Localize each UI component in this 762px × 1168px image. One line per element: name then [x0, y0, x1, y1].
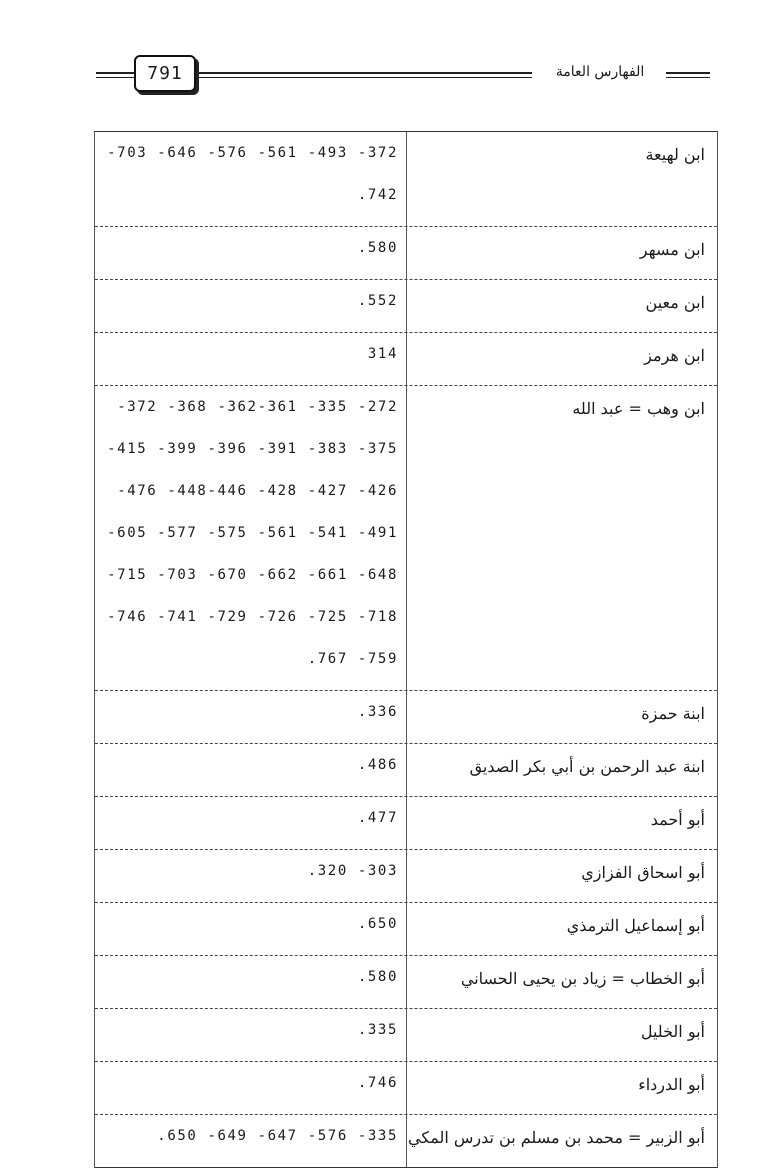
page-reference-line: 314 — [367, 346, 398, 362]
entry-name: ابن مسهر — [639, 240, 705, 259]
page-reference-line: .650 — [357, 916, 398, 932]
index-row — [95, 744, 717, 797]
page-references — [95, 1009, 407, 1061]
page-references — [95, 280, 407, 332]
page-reference-line: -715 -703 -670 -662 -661 -648 — [107, 567, 398, 583]
page-reference-line: .746 — [357, 1075, 398, 1091]
page-reference-line: -372 -368 -362-361 -335 -272 — [117, 399, 398, 415]
page-reference-line: -476 -448-446 -428 -427 -426 — [117, 483, 398, 499]
entry-name: ابن معين — [645, 293, 705, 312]
entry-name: ابن وهب = عبد الله — [572, 399, 705, 418]
page-reference-line: .650 -649 -647 -576 -335 — [157, 1128, 398, 1144]
page-reference-line: .580 — [357, 240, 398, 256]
page-references — [95, 227, 407, 279]
page-reference-line: .552 — [357, 293, 398, 309]
index-row — [95, 903, 717, 956]
index-row — [95, 1009, 717, 1062]
page-references — [95, 333, 407, 385]
page-reference-line: -703 -646 -576 -561 -493 -372 — [107, 145, 398, 161]
index-table — [94, 131, 718, 1168]
page-reference-line: -415 -399 -396 -391 -383 -375 — [107, 441, 398, 457]
index-row — [95, 1115, 717, 1168]
page-reference-line: .742 — [357, 187, 398, 203]
index-row — [95, 386, 717, 691]
page-reference-line: .580 — [357, 969, 398, 985]
page-references — [95, 1062, 407, 1114]
entry-name: أبو الزبير = محمد بن مسلم بن تدرس المكي — [408, 1128, 705, 1147]
page-references — [95, 691, 407, 743]
page-reference-line: .336 — [357, 704, 398, 720]
index-row — [95, 797, 717, 850]
entry-name: ابنة عبد الرحمن بن أبي بكر الصديق — [469, 757, 705, 776]
page-reference-line: .320 -303 — [307, 863, 398, 879]
index-row — [95, 333, 717, 386]
entry-name: أبو الدرداء — [638, 1075, 705, 1094]
index-row — [95, 227, 717, 280]
entry-name: ابن لهيعة — [645, 145, 705, 164]
running-title: الفهارس العامة — [555, 64, 645, 80]
page-references — [95, 132, 407, 226]
index-row — [95, 956, 717, 1009]
page-number: 791 — [134, 55, 196, 92]
page-references — [95, 903, 407, 955]
entry-name: أبو الخليل — [640, 1022, 705, 1041]
index-row — [95, 1062, 717, 1115]
page-references — [95, 797, 407, 849]
entry-name: أبو أحمد — [650, 810, 705, 829]
entry-name: أبو إسماعيل الترمذي — [566, 916, 705, 935]
index-row — [95, 850, 717, 903]
page-reference-line: .477 — [357, 810, 398, 826]
page-reference-line: .486 — [357, 757, 398, 773]
page-reference-line: -746 -741 -729 -726 -725 -718 — [107, 609, 398, 625]
page-header — [96, 55, 712, 95]
page-references — [95, 386, 407, 690]
index-row — [95, 132, 717, 227]
page-references — [95, 1115, 407, 1167]
entry-name: ابنة حمزة — [641, 704, 705, 723]
page-references — [95, 956, 407, 1008]
entry-name: أبو الخطاب = زياد بن يحيى الحساني — [460, 969, 705, 988]
index-row — [95, 280, 717, 333]
page-references — [95, 850, 407, 902]
header-rule-right — [666, 72, 710, 78]
page-reference-line: -605 -577 -575 -561 -541 -491 — [107, 525, 398, 541]
index-row — [95, 691, 717, 744]
entry-name: ابن هرمز — [644, 346, 705, 365]
page-reference-line: .335 — [357, 1022, 398, 1038]
entry-name: أبو اسحاق الفزازي — [581, 863, 705, 882]
page-reference-line: .767 -759 — [307, 651, 398, 667]
page-references — [95, 744, 407, 796]
